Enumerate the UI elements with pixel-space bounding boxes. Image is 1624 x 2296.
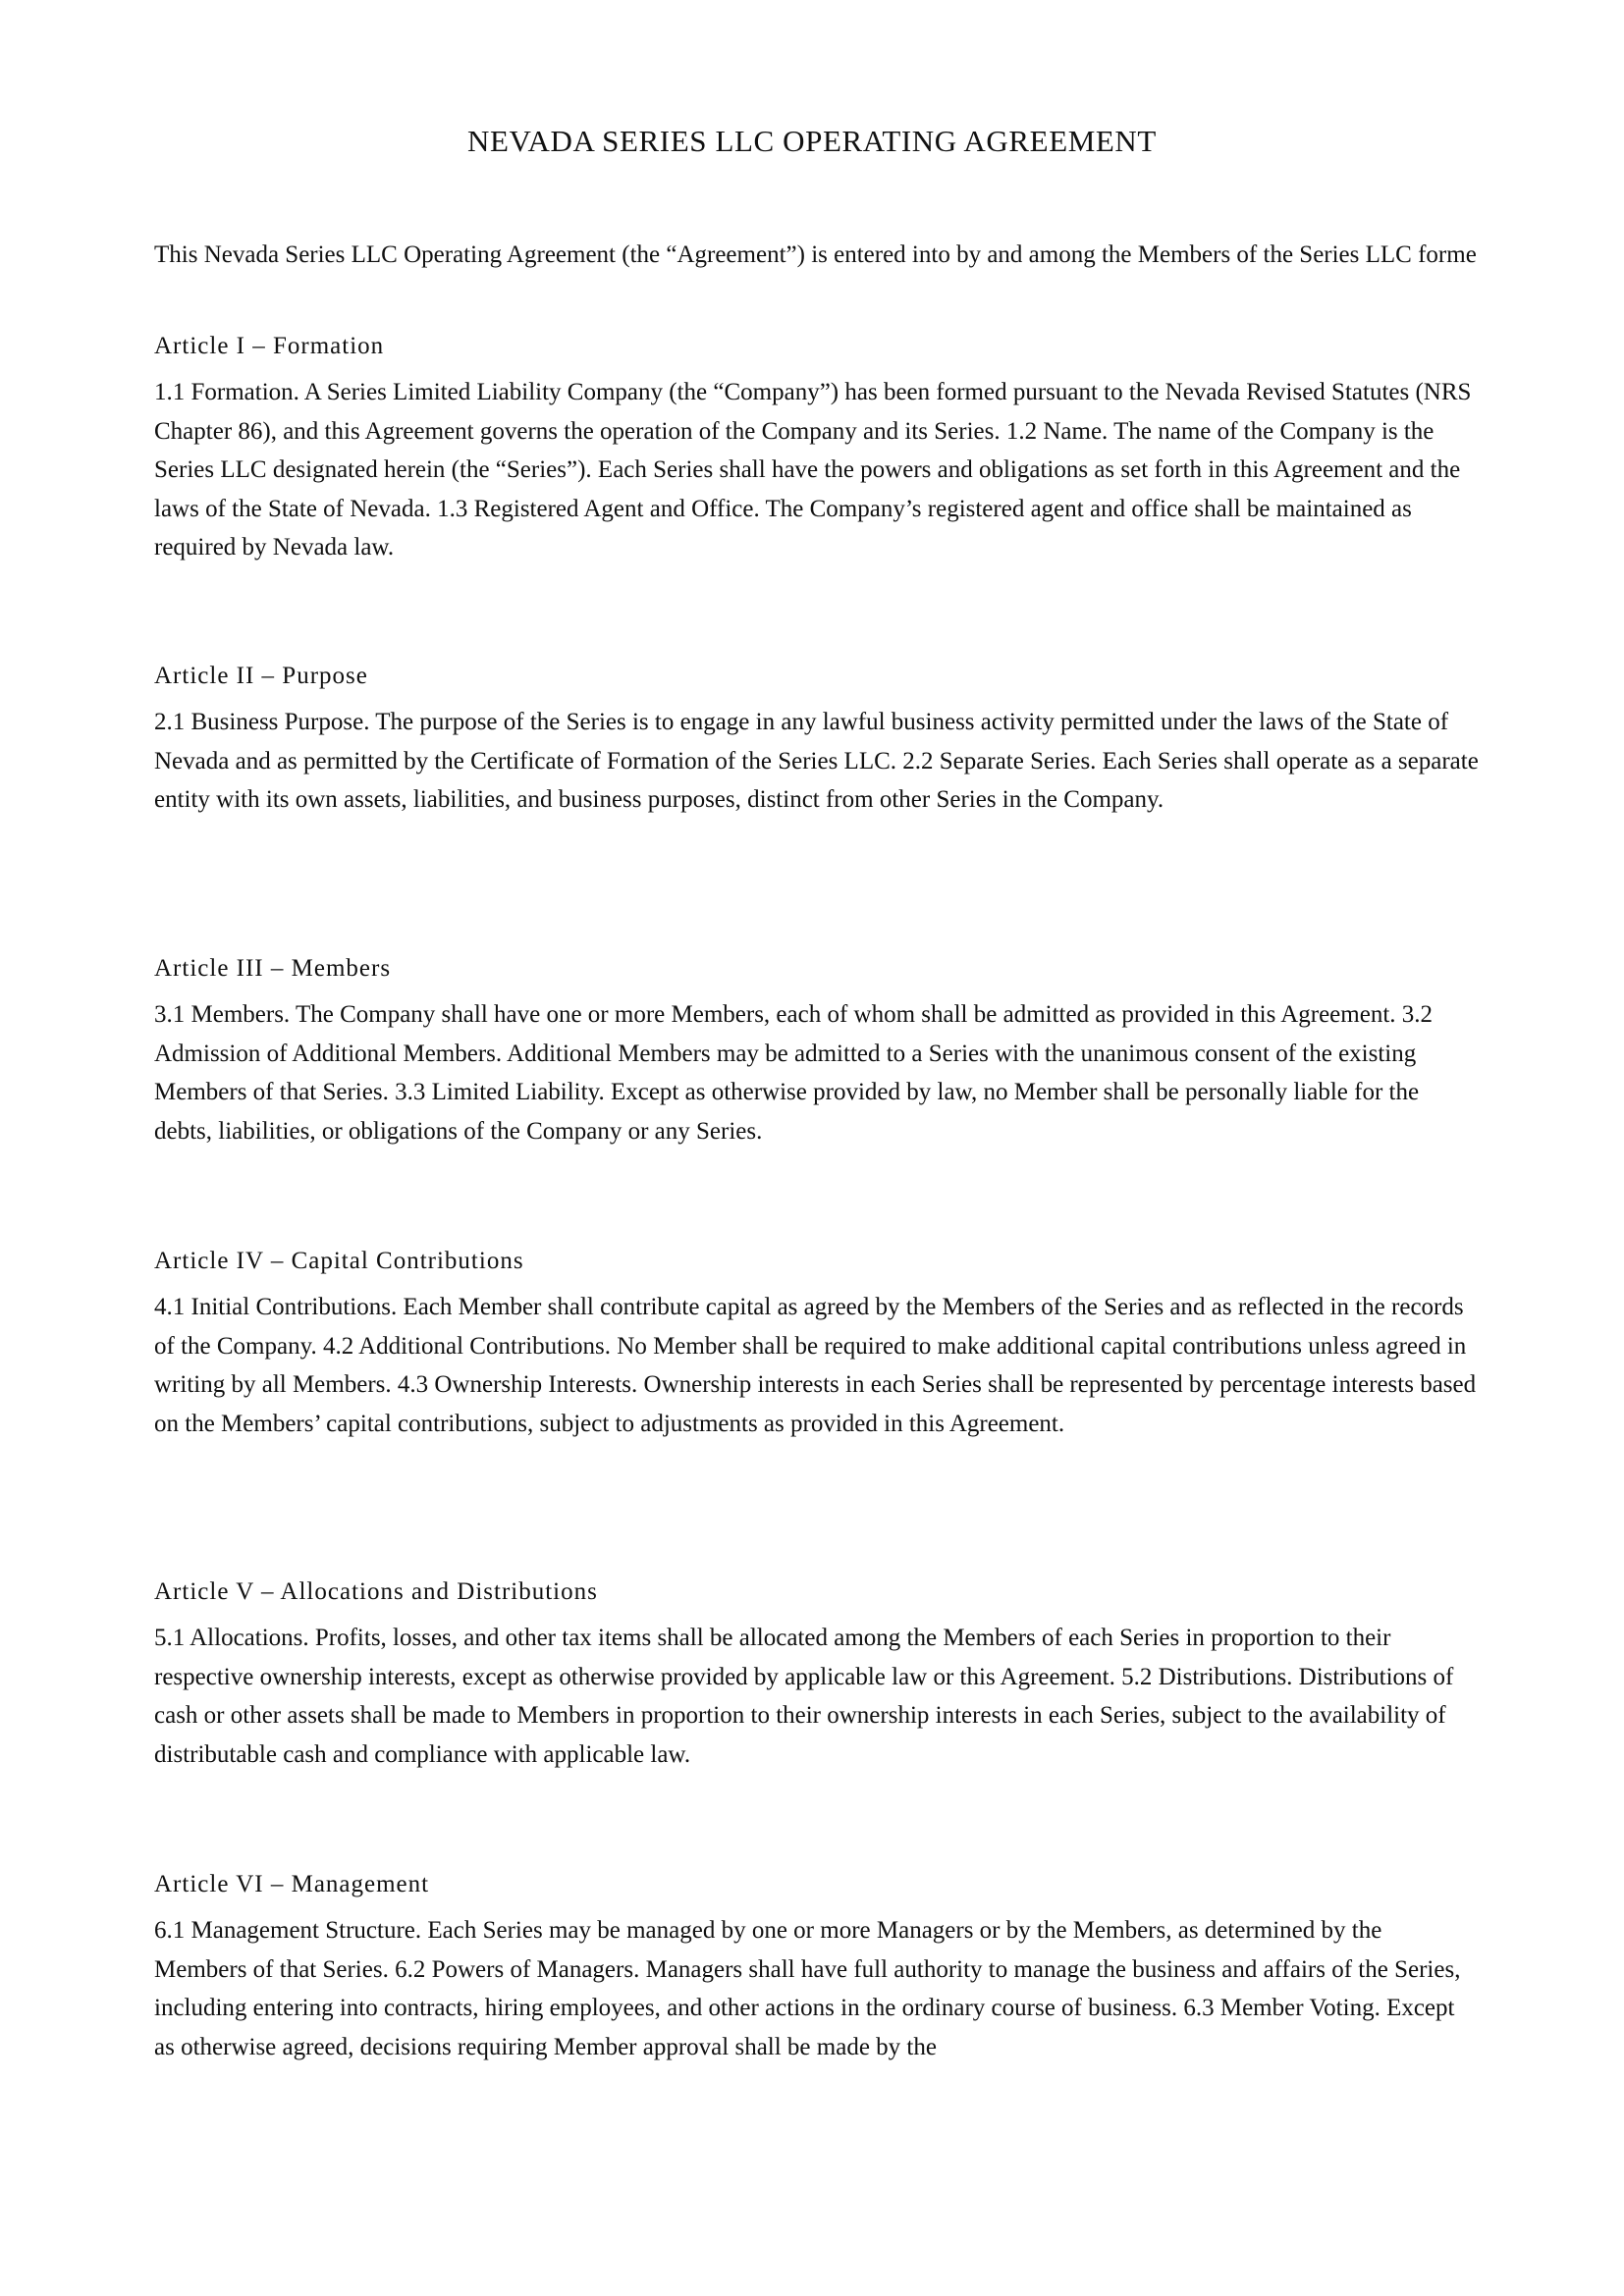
article-heading: Article VI – Management bbox=[154, 1871, 430, 1897]
article-body: 1.1 Formation. A Series Limited Liability Company (the “Company”) has been formed pursuant to the Nevada Revised Statutes (NRS Chapter 86), and this Agreement governs the operation of the Company and its Series. 1.2 Name. The name of the Company is the Series LLC designated herein (the “Series”). Each Series shall have the powers and obligations as set forth in this Agreement and the laws of the State of Nevada. 1.3 Registered Agent and Office. The Company’s registered agent and office shall be maintained as required by Nevada law. bbox=[154, 379, 1472, 561]
article-capital-contributions bbox=[154, 1245, 1480, 1443]
article-body: 4.1 Initial Contributions. Each Member shall contribute capital as agreed by the Members of the Series and as reflected in the records of the Company. 4.2 Additional Contributions. No Member shall be required to make additional capital contributions unless agreed in writing by all Members. 4.3 Ownership Interests. Ownership interests in each Series shall be represented by percentage interests based on the Members’ capital contributions, subject to adjustments as provided in this Agreement. bbox=[154, 1294, 1477, 1437]
article-body: 2.1 Business Purpose. The purpose of the Series is to engage in any lawful business activity permitted under the laws of the State of Nevada and as permitted by the Certificate of Formation of the Series LLC. 2.2 Separate Series. Each Series shall operate as a separate entity with its own assets, liabilities, and business purposes, distinct from other Series in the Company. bbox=[154, 709, 1479, 813]
document-title: NEVADA SERIES LLC OPERATING AGREEMENT bbox=[467, 124, 1157, 158]
intro-paragraph: This Nevada Series LLC Operating Agreement (the “Agreement”) is entered into by and among the Members of the Series LLC forme bbox=[154, 241, 1477, 268]
article-heading: Article V – Allocations and Distributions bbox=[154, 1578, 598, 1605]
article-members bbox=[154, 952, 1480, 1150]
article-body: 3.1 Members. The Company shall have one or more Members, each of whom shall be admitted as provided in this Agreement. 3.2 Admission of Additional Members. Additional Members may be admitted to a Series with the unanimous consent of the existing Members of that Series. 3.3 Limited Liability. Except as otherwise provided by law, no Member shall be personally liable for the debts, liabilities, or obligations of the Company or any Series. bbox=[154, 1001, 1434, 1145]
article-heading: Article I – Formation bbox=[154, 333, 385, 359]
article-body: 5.1 Allocations. Profits, losses, and other tax items shall be allocated among the Members of each Series in proportion to their respective ownership interests, except as otherwise provided by applicable law or this Agreement. 5.2 Distributions. Distributions of cash or other assets shall be made to Members in proportion to their ownership interests in each Series, subject to the availability of distributable cash and compliance with applicable law. bbox=[154, 1625, 1454, 1768]
article-heading: Article III – Members bbox=[154, 955, 392, 982]
article-body: 6.1 Management Structure. Each Series may be managed by one or more Managers or by the Members, as determined by the Members of that Series. 6.2 Powers of Managers. Managers shall have full authority to manage the business and affairs of the Series, including entering into contracts, hiring employees, and other actions in the ordinary course of business. 6.3 Member Voting. Except as otherwise agreed, decisions requiring Member approval shall be made by the bbox=[154, 1917, 1461, 2060]
article-formation bbox=[154, 330, 1480, 567]
article-purpose bbox=[154, 660, 1480, 820]
article-heading: Article II – Purpose bbox=[154, 663, 368, 689]
article-allocations-distributions bbox=[154, 1575, 1480, 1774]
article-management bbox=[154, 1868, 1480, 2066]
article-heading: Article IV – Capital Contributions bbox=[154, 1248, 524, 1274]
